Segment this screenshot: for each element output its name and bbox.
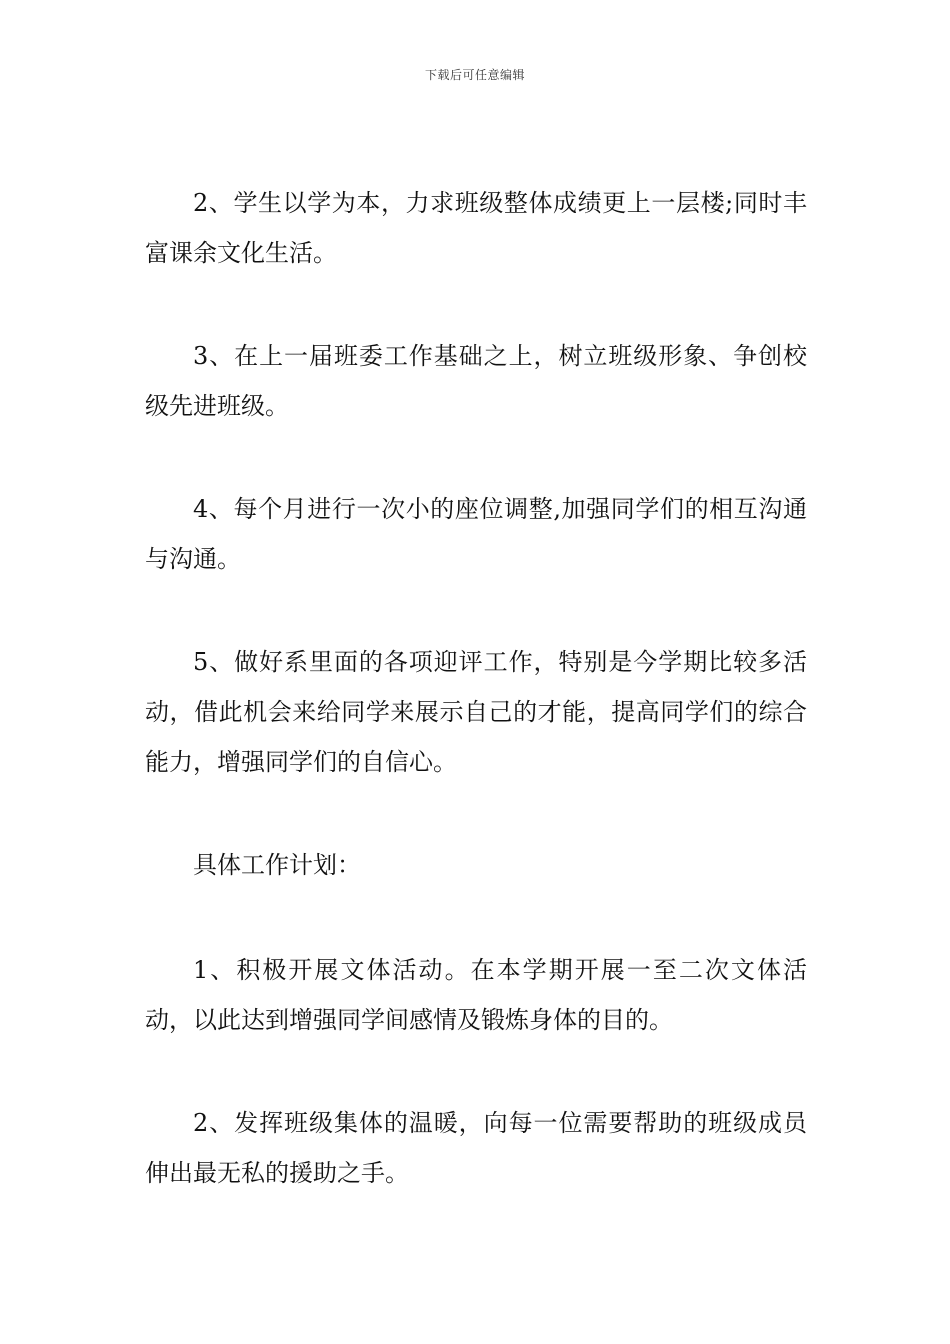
plan-item-2: 2、发挥班级集体的温暖，向每一位需要帮助的班级成员伸出最无私的援助之手。	[145, 1109, 807, 1187]
paragraph-item-2: 2、学生以学为本，力求班级整体成绩更上一层楼;同时丰富课余文化生活。	[145, 189, 807, 267]
page-header: 下载后可任意编辑	[424, 68, 525, 82]
paragraph-item-3: 3、在上一届班委工作基础之上，树立班级形象、争创校级先进班级。	[145, 342, 807, 420]
section-heading: 具体工作计划：	[193, 851, 361, 879]
paragraph-item-5: 5、做好系里面的各项迎评工作，特别是今学期比较多活动，借此机会来给同学来展示自己的才能，提高同学们的综合能力，增强同学们的自信心。	[145, 648, 807, 776]
plan-item-1: 1、积极开展文体活动。在本学期开展一至二次文体活动，以此达到增强同学间感情及锻炼身体的目的。	[145, 956, 807, 1034]
paragraph-item-4: 4、每个月进行一次小的座位调整,加强同学们的相互沟通与沟通。	[145, 495, 807, 573]
document-body	[145, 178, 807, 1251]
